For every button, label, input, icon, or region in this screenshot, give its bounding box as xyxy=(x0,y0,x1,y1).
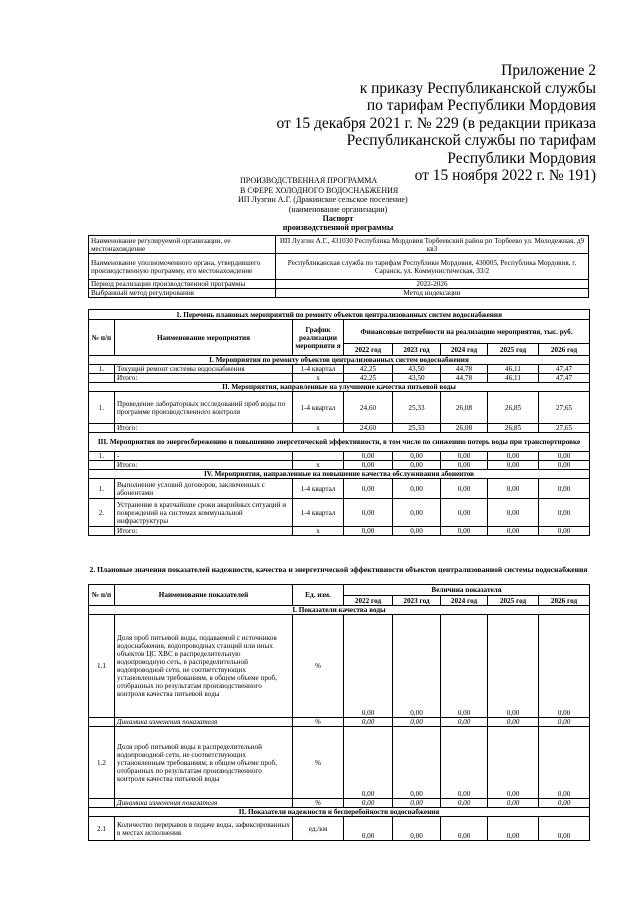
row-num xyxy=(89,799,115,808)
row-value: 0,00 xyxy=(488,499,539,527)
program-title xyxy=(240,176,420,205)
row-value: 44,78 xyxy=(441,365,488,374)
row-value: 0,00 xyxy=(344,499,393,527)
row-value: 0,00 xyxy=(441,479,488,499)
row-name: Текущий ремонт системы водоснабжения xyxy=(115,365,293,374)
row-value: 0,00 xyxy=(539,615,590,718)
row-name: Доля проб питьевой воды в распределительной водопроводной сети, не соответствующих установленным требованиям, в общем объеме проб, отобранных по результатам производственного контроля качества питьевой воды xyxy=(115,727,293,799)
table-row xyxy=(89,452,590,461)
total-row xyxy=(89,374,590,383)
row-value: 46,11 xyxy=(488,365,539,374)
table-row xyxy=(89,499,590,527)
row-value: 0,00 xyxy=(344,615,393,718)
row-value: 47,47 xyxy=(539,374,590,383)
row-value: 0,00 xyxy=(488,817,539,841)
year-header: 2025 год xyxy=(488,344,539,356)
row-value: 0,00 xyxy=(441,461,488,470)
row-value: 0,00 xyxy=(344,817,393,841)
header-line: от 15 декабря 2021 г. № 229 (в редакции приказа xyxy=(276,114,596,132)
row-value: 0,00 xyxy=(344,799,393,808)
row-value: 0,00 xyxy=(393,817,441,841)
row-value: 0,00 xyxy=(539,499,590,527)
program-line: В СФЕРЕ ХОЛОДНОГО ВОДОСНАБЖЕНИЯ xyxy=(240,185,399,195)
header-line: Приложение 2 xyxy=(501,62,596,79)
row-value: 0,00 xyxy=(344,461,393,470)
section-heading: III. Мероприятия по энергосбережению и повышению энергетической эффективности, в том числе по снижению потерь воды при транспортировке xyxy=(89,433,590,452)
row-value: 0,00 xyxy=(393,615,441,718)
row-value: 27,65 xyxy=(539,392,590,424)
row-value: 27,65 xyxy=(539,424,590,433)
row-value: 26,85 xyxy=(488,424,539,433)
row-value: 0,00 xyxy=(441,799,488,808)
year-header: 2023 год xyxy=(393,596,441,606)
row-name: Устранение в кратчайшие сроки аварийных ситуаций и повреждений на системах коммунальной инфраструктуры xyxy=(115,499,293,527)
section-heading: I. Мероприятия по ремонту объектов централизованных систем водоснабжения xyxy=(89,356,590,365)
row-value: 0,00 xyxy=(441,727,488,799)
year-header: 2026 год xyxy=(539,344,590,356)
row-name: Итого: xyxy=(115,461,293,470)
col-header-num: № п/п xyxy=(89,320,115,356)
row-num xyxy=(89,374,115,383)
row-value: 0,00 xyxy=(539,727,590,799)
passport-label: Наименование уполномоченного органа, утвердившего производственную программу, его местонахождение xyxy=(89,254,276,280)
org-caption: (наименование организации) xyxy=(288,205,388,214)
row-num: 1. xyxy=(89,365,115,374)
row-value: 0,00 xyxy=(539,527,590,536)
row-name: Динамика изменения показателя xyxy=(115,718,293,727)
row-num: 1. xyxy=(89,479,115,499)
row-name: Динамика изменения показателя xyxy=(115,799,293,808)
row-num xyxy=(89,718,115,727)
row-value: 0,00 xyxy=(393,499,441,527)
row-num: 2.1 xyxy=(89,817,115,841)
passport-value: Республиканская служба по тарифам Республики Мордовия, 430005, Республика Мордовия, г. Саранск, ул. Коммунистическая, 33/2 xyxy=(276,254,589,280)
year-header: 2023 год xyxy=(393,344,441,356)
row-value: 42,25 xyxy=(344,365,393,374)
row-value: 0,00 xyxy=(393,799,441,808)
row-value: 43,50 xyxy=(393,365,441,374)
row-value: 25,33 xyxy=(393,392,441,424)
table-row xyxy=(89,727,590,799)
row-value: 0,00 xyxy=(344,452,393,461)
year-header: 2022 год xyxy=(344,344,393,356)
passport-value: 2022-2026 xyxy=(276,280,589,289)
total-row xyxy=(89,527,590,536)
row-value: 0,00 xyxy=(393,461,441,470)
row-value: 0,00 xyxy=(539,799,590,808)
passport-label: Период реализации производственной программы xyxy=(89,280,276,289)
row-value: 44,78 xyxy=(441,374,488,383)
row-value: 0,00 xyxy=(344,479,393,499)
header-line: от 15 ноября 2022 г. № 191) xyxy=(414,167,596,184)
header-line: Республики Мордовия xyxy=(447,149,596,167)
passport-label: Наименование регулируемой организации, ее местонахождение xyxy=(89,236,276,254)
row-value: 0,00 xyxy=(441,615,488,718)
section-heading: I. Показатели качества воды xyxy=(89,606,590,615)
row-value: 0,00 xyxy=(393,527,441,536)
row-unit: % xyxy=(293,727,344,799)
dynamics-row xyxy=(89,718,590,727)
row-value: 0,00 xyxy=(539,817,590,841)
row-value: 0,00 xyxy=(488,461,539,470)
table-row xyxy=(89,479,590,499)
year-header: 2024 год xyxy=(441,596,488,606)
row-value: 0,00 xyxy=(441,499,488,527)
row-name: Итого: xyxy=(115,374,293,383)
row-name: Итого: xyxy=(115,527,293,536)
row-name: Выполнение условий договоров, заключенных с абонентами xyxy=(115,479,293,499)
row-num xyxy=(89,461,115,470)
row-value: 0,00 xyxy=(539,718,590,727)
row-name: Проведение лабораторных исследований проб воды по программе производственного контроля xyxy=(115,392,293,424)
row-value: 0,00 xyxy=(539,479,590,499)
row-value: 0,00 xyxy=(393,479,441,499)
passport-table xyxy=(88,235,589,298)
row-num: 1. xyxy=(89,392,115,424)
row-num xyxy=(89,424,115,433)
row-value: 0,00 xyxy=(393,452,441,461)
table-row xyxy=(89,615,590,718)
row-value: 0,00 xyxy=(488,615,539,718)
dynamics-row xyxy=(89,799,590,808)
row-value: 0,00 xyxy=(488,479,539,499)
row-num: 1.2 xyxy=(89,727,115,799)
row-value: 42,25 xyxy=(344,374,393,383)
row-value: 0,00 xyxy=(441,527,488,536)
table-row xyxy=(89,817,590,841)
row-schedule: 1-4 квартал xyxy=(293,365,344,374)
row-num: 1. xyxy=(89,452,115,461)
passport-value: Метод индексации xyxy=(276,289,589,298)
row-num: 1.1 xyxy=(89,615,115,718)
row-name: Доля проб питьевой воды, подаваемой с источников водоснабжения, водопроводных станций или иных объектов ЦС ХВС в распределительную водопроводную сеть, в распределительной водопроводной сети, не соответствующих установленным требованиям, в общем объеме проб, отобранных по результатам производственного контроля качества питьевой воды xyxy=(115,615,293,718)
year-header: 2022 год xyxy=(344,596,393,606)
header-line: по тарифам Республики Мордовия xyxy=(366,97,596,114)
row-num xyxy=(89,527,115,536)
row-value: 0,00 xyxy=(488,799,539,808)
col-header-name: Наименование показателей xyxy=(115,585,293,606)
row-value: 0,00 xyxy=(539,452,590,461)
section-heading: IV. Мероприятия, направленные на повышение качества обслуживания абонентов xyxy=(89,470,590,479)
section-heading: II. Показатели надежности и бесперебойности водоснабжения xyxy=(89,808,590,817)
row-schedule: 1-4 квартал xyxy=(293,479,344,499)
row-value: 25,33 xyxy=(393,424,441,433)
row-schedule: х xyxy=(293,374,344,383)
row-value: 47,47 xyxy=(539,365,590,374)
row-schedule xyxy=(293,452,344,461)
col-header-schedule: График реализации мероприяти я xyxy=(293,320,344,356)
total-row xyxy=(89,424,590,433)
row-value: 26,85 xyxy=(488,392,539,424)
row-value: 24,60 xyxy=(344,392,393,424)
col-header-name: Наименование мероприятия xyxy=(115,320,293,356)
program-line: ИП Лузгин А.Г. (Дракинское сельское поселение) xyxy=(238,195,408,204)
row-value: 0,00 xyxy=(488,452,539,461)
row-value: 46,11 xyxy=(488,374,539,383)
row-value: 24,60 xyxy=(344,424,393,433)
year-header: 2025 год xyxy=(488,596,539,606)
row-value: 26,08 xyxy=(441,392,488,424)
passport-subtitle: производственной программы xyxy=(282,223,394,232)
year-header: 2026 год xyxy=(539,596,590,606)
col-header-finance: Финансовые потребности на реализацию мероприятия, тыс. руб. xyxy=(344,320,590,344)
row-value: 0,00 xyxy=(488,718,539,727)
row-unit: % xyxy=(293,718,344,727)
indicators-table xyxy=(88,584,590,841)
passport-value: ИП Лузгин А.Г., 431030 Республика Мордовия Торбеевский район рп Торбеево ул. Молодежная, д9 кв3 xyxy=(276,236,589,254)
row-num: 2. xyxy=(89,499,115,527)
row-value: 0,00 xyxy=(441,452,488,461)
passport-title: Паспорт xyxy=(322,214,354,223)
year-header: 2024 год xyxy=(441,344,488,356)
row-value: 26,08 xyxy=(441,424,488,433)
row-name: - xyxy=(115,452,293,461)
total-row xyxy=(89,461,590,470)
col-header-num: № п/п xyxy=(89,585,115,606)
row-value: 0,00 xyxy=(441,718,488,727)
row-schedule: х xyxy=(293,424,344,433)
row-value: 0,00 xyxy=(393,727,441,799)
appendix-header xyxy=(276,62,596,185)
row-value: 0,00 xyxy=(539,461,590,470)
row-value: 0,00 xyxy=(344,718,393,727)
row-value: 43,50 xyxy=(393,374,441,383)
program-line: ПРОИЗВОДСТВЕННАЯ ПРОГРАММА xyxy=(240,176,378,185)
row-value: 0,00 xyxy=(488,727,539,799)
row-schedule: х xyxy=(293,527,344,536)
row-value: 0,00 xyxy=(488,527,539,536)
passport-label: Выбранный метод регулирования xyxy=(89,289,276,298)
row-value: 0,00 xyxy=(344,727,393,799)
row-unit: ед./км xyxy=(293,817,344,841)
row-schedule: 1-4 квартал xyxy=(293,499,344,527)
row-schedule: х xyxy=(293,461,344,470)
indicators-table-title: 2. Плановые значения показателей надежности, качества и энергетической эффективности объектов централизованной системы водоснабжения xyxy=(89,565,588,574)
col-header-unit: Ед. изм. xyxy=(293,585,344,606)
table-row xyxy=(89,392,590,424)
table-title: 1. Перечень плановых мероприятий по ремонту объектов централизованных систем водоснабжения xyxy=(89,310,590,320)
header-line: к приказу Республиканской службы xyxy=(359,79,596,97)
row-unit: % xyxy=(293,615,344,718)
measures-table xyxy=(88,309,590,536)
row-value: 0,00 xyxy=(393,718,441,727)
row-name: Количество перерывов в подаче воды, зафиксированных в местах исполнения xyxy=(115,817,293,841)
header-line: Республиканской службы по тарифам xyxy=(346,132,596,149)
row-name: Итого: xyxy=(115,424,293,433)
row-value: 0,00 xyxy=(441,817,488,841)
col-header-value: Величина показателя xyxy=(344,585,590,596)
row-schedule: 1-4 квартал xyxy=(293,392,344,424)
row-value: 0,00 xyxy=(344,527,393,536)
row-unit: % xyxy=(293,799,344,808)
table-row xyxy=(89,365,590,374)
section-heading: II. Мероприятия, направленные на улучшение качества питьевой воды xyxy=(89,383,590,392)
